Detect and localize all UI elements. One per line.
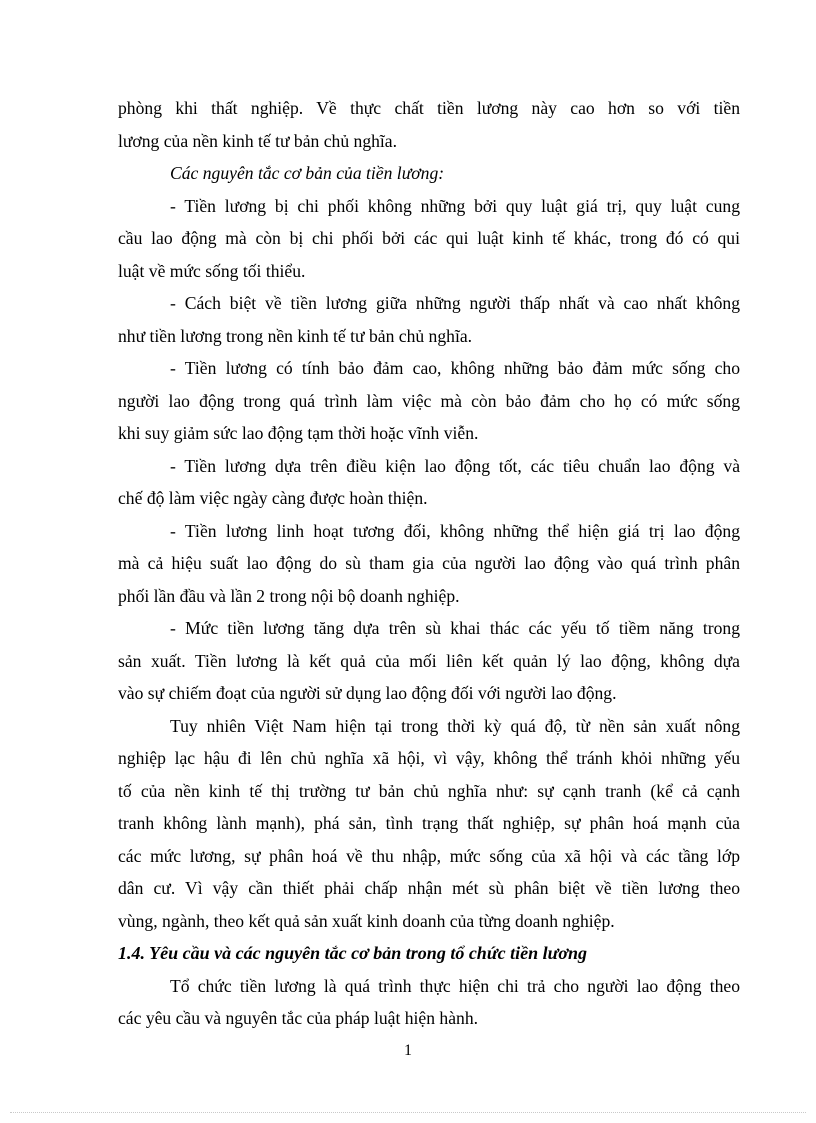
text-line: tranh không lành mạnh), phá sản, tình trạng thất nghiệp, sự phân hoá mạnh của bbox=[118, 813, 740, 833]
text-line: tố của nền kinh tế thị trường tư bản chủ nghĩa như: sự cạnh tranh (kể cả cạnh bbox=[118, 780, 740, 801]
paragraph bbox=[118, 710, 740, 938]
text-line: - Tiền lương dựa trên điều kiện lao động tốt, các tiêu chuẩn lao động và bbox=[170, 455, 740, 476]
text-line: chế độ làm việc ngày càng được hoàn thiện. bbox=[118, 488, 428, 508]
text-line: như tiền lương trong nền kinh tế tư bản chủ nghĩa. bbox=[118, 325, 473, 346]
paragraph bbox=[118, 287, 740, 352]
paragraph bbox=[118, 352, 740, 450]
text-line: Tuy nhiên Việt Nam hiện tại trong thời kỳ quá độ, từ nền sản xuất nông bbox=[170, 715, 740, 736]
text-line: cầu lao động mà còn bị chi phối bởi các qui luật kinh tế khác, trong đó có qui bbox=[118, 228, 740, 248]
text-line: các yêu cầu và nguyên tắc của pháp luật hiện hành. bbox=[118, 1008, 479, 1028]
text-line: người lao động trong quá trình làm việc mà còn bảo đảm cho họ có mức sống bbox=[118, 390, 740, 411]
text-line: các mức lương, sự phân hoá về thu nhập, mức sống của xã hội và các tầng lớp bbox=[118, 845, 740, 866]
paragraph bbox=[118, 515, 740, 613]
text-line: luật về mức sống tối thiểu. bbox=[118, 260, 306, 281]
text-line: - Mức tiền lương tăng dựa trên sù khai thác các yếu tố tiềm năng trong bbox=[170, 618, 740, 638]
text-line: phối lần đầu và lần 2 trong nội bộ doanh nghiệp. bbox=[118, 585, 460, 606]
subheading-principles bbox=[118, 157, 740, 190]
text-line: lương của nền kinh tế tư bản chủ nghĩa. bbox=[118, 130, 398, 151]
text-line: nghiệp lạc hậu đi lên chủ nghĩa xã hội, vì vậy, không thể tránh khỏi những yếu bbox=[118, 748, 740, 768]
paragraph bbox=[118, 612, 740, 710]
text-line: Tổ chức tiền lương là quá trình thực hiện chi trả cho người lao động theo bbox=[170, 975, 740, 996]
section-heading-text: 1.4. Yêu cầu và các nguyên tắc cơ bản trong tổ chức tiền lương bbox=[118, 943, 588, 963]
paragraph bbox=[118, 190, 740, 288]
section-heading bbox=[118, 937, 740, 970]
document-body bbox=[118, 92, 740, 1035]
text-line: - Tiền lương linh hoạt tương đối, không những thể hiện giá trị lao động bbox=[170, 520, 740, 541]
paragraph bbox=[118, 970, 740, 1035]
text-line: phòng khi thất nghiệp. Về thực chất tiền lương này cao hơn so với tiền bbox=[118, 98, 740, 118]
text-line: sản xuất. Tiền lương là kết quả của mối liên kết quản lý lao động, không dựa bbox=[118, 650, 740, 671]
paragraph bbox=[118, 92, 740, 157]
paragraph bbox=[118, 450, 740, 515]
text-line: - Tiền lương bị chi phối không những bởi quy luật giá trị, quy luật cung bbox=[170, 195, 740, 216]
text-line: vùng, ngành, theo kết quả sản xuất kinh doanh của từng doanh nghiệp. bbox=[118, 910, 615, 931]
text-line: khi suy giảm sức lao động tạm thời hoặc vĩnh viễn. bbox=[118, 423, 479, 443]
page-bottom-divider bbox=[10, 1112, 806, 1113]
text-line: - Tiền lương có tính bảo đảm cao, không những bảo đảm mức sống cho bbox=[170, 358, 740, 378]
text-line: dân cư. Vì vậy cần thiết phải chấp nhận mét sù phân biệt về tiền lương theo bbox=[118, 878, 740, 898]
text-line: vào sự chiếm đoạt của người sử dụng lao động đối với người lao động. bbox=[118, 683, 617, 703]
text-line: Các nguyên tắc cơ bản của tiền lương: bbox=[170, 163, 445, 183]
text-line: mà cả hiệu suất lao động do sù tham gia của người lao động vào quá trình phân bbox=[118, 553, 740, 573]
text-line: - Cách biệt về tiền lương giữa những người thấp nhất và cao nhất không bbox=[170, 293, 740, 313]
page-number: 1 bbox=[404, 1042, 412, 1059]
